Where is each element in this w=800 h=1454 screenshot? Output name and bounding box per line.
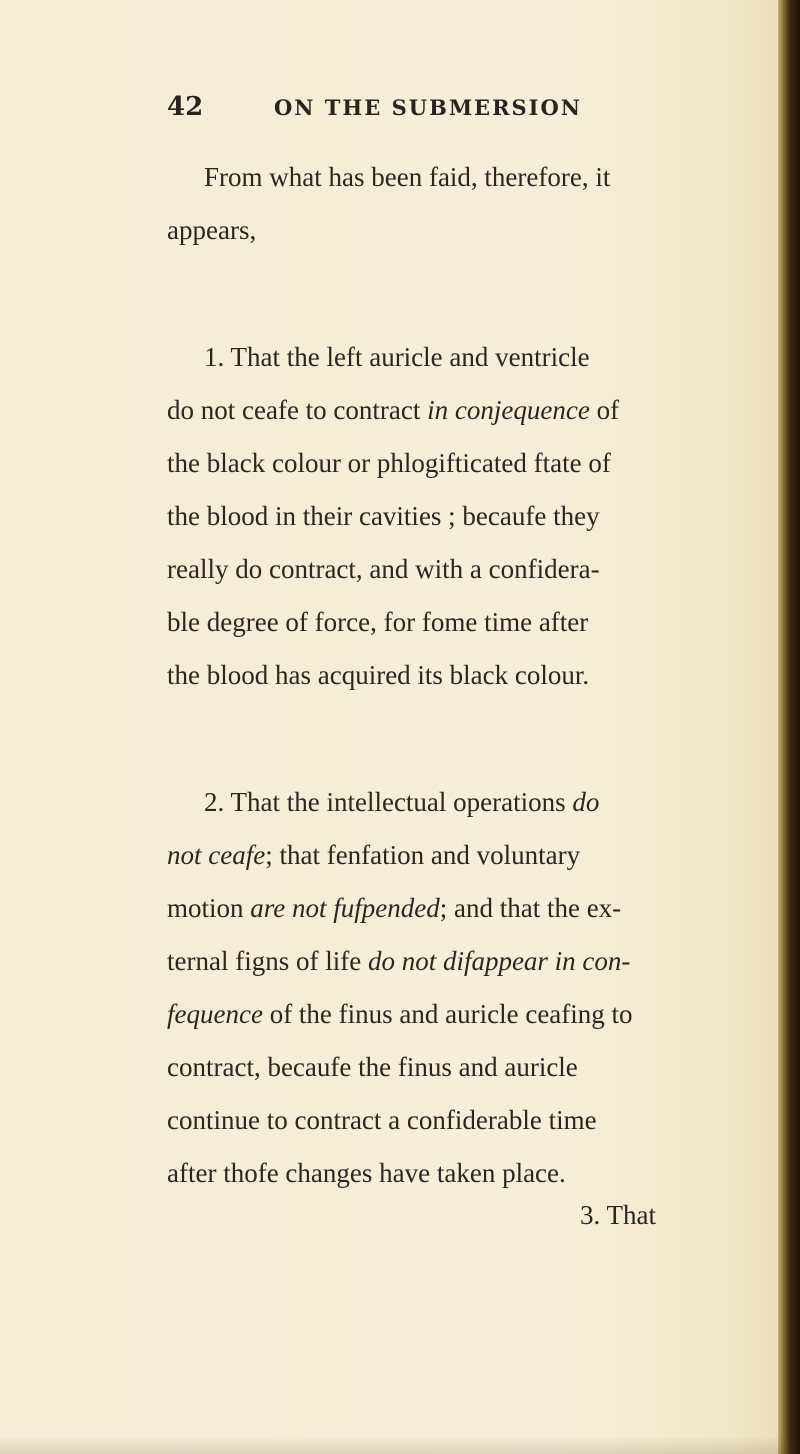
catchword: 3. That — [580, 1200, 656, 1230]
italic-run: not ceafe — [167, 840, 266, 870]
text-line — [167, 944, 630, 978]
page-number: 42 — [167, 92, 204, 122]
page-bottom-shadow — [0, 1436, 800, 1454]
italic-run: do not difappear in con- — [367, 946, 631, 976]
text-line: continue to contract a confiderable time — [167, 1105, 597, 1135]
text-line: ble degree of force, for fome time after — [167, 607, 589, 637]
text-run: ternal figns of life — [167, 946, 368, 976]
text-line — [204, 785, 599, 819]
text-line: the blood has acquired its black colour. — [167, 660, 590, 690]
text-run: motion — [167, 893, 251, 923]
text-line — [167, 997, 633, 1031]
text-line: the black colour or phlogifticated ftate of — [167, 448, 611, 478]
running-title: ON THE SUBMERSION — [274, 95, 582, 120]
text-run: do not ceafe to contract — [167, 395, 428, 425]
text-line: appears, — [167, 215, 257, 245]
text-line: after thofe changes have taken place. — [167, 1158, 566, 1188]
running-head — [167, 92, 587, 132]
italic-run: do — [572, 787, 600, 817]
italic-run: in conjequence — [427, 395, 590, 425]
text-line — [167, 838, 580, 872]
text-line — [167, 393, 619, 427]
page-binding-edge — [778, 0, 800, 1454]
text-line — [167, 891, 621, 925]
text-run: ; that fenfation and voluntary — [265, 840, 581, 870]
text-line: really do contract, and with a confidera- — [167, 554, 600, 584]
italic-run: are not fufpended — [250, 893, 440, 923]
text-line: From what has been faid, therefore, it — [204, 162, 611, 192]
text-run: of the finus and auricle ceafing to — [262, 999, 633, 1029]
text-line: contract, becaufe the finus and auricle — [167, 1052, 578, 1082]
text-line: the blood in their cavities ; becaufe they — [167, 501, 600, 531]
text-run: ; and that the ex- — [439, 893, 622, 923]
text-run: of — [589, 395, 620, 425]
text-run: 2. That the intellectual operations — [204, 787, 573, 817]
italic-run: fequence — [167, 999, 263, 1029]
text-line: 1. That the left auricle and ventricle — [204, 342, 590, 372]
